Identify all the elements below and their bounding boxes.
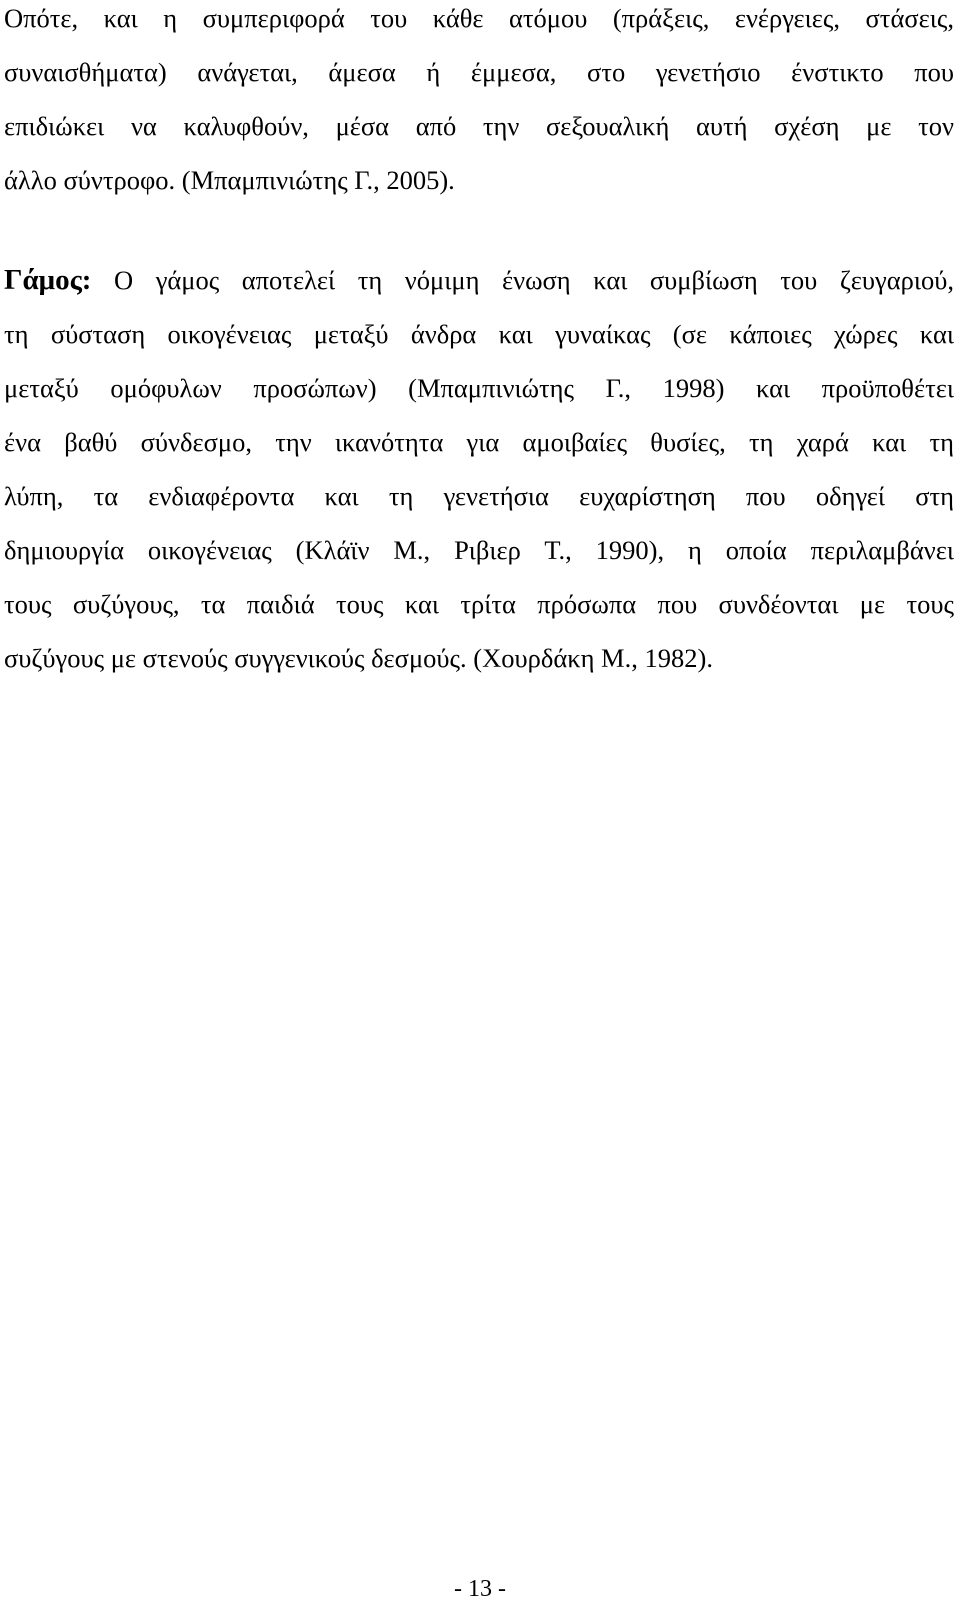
paragraph-line: Οπότε, και η συμπεριφορά του κάθε ατόμου (πράξεις, ενέργειες, στάσεις,: [4, 3, 954, 33]
paragraph-behavior: [4, 0, 954, 207]
paragraph-line: δημιουργία οικογένειας (Κλάϊν Μ., Ριβιερ Τ., 1990), η οποία περιλαμβάνει: [4, 535, 954, 565]
paragraph-marriage-definition: [4, 253, 954, 685]
page-number: - 13 -: [454, 1576, 506, 1602]
paragraph-line: λύπη, τα ενδιαφέροντα και τη γενετήσια ευχαρίστηση που οδηγεί στη: [4, 481, 954, 511]
paragraph-line: ένα βαθύ σύνδεσμο, την ικανότητα για αμοιβαίες θυσίες, τη χαρά και τη: [4, 427, 954, 457]
definition-text: Ο γάμος αποτελεί τη νόμιμη ένωση και συμβίωση του ζευγαριού,: [91, 265, 954, 295]
paragraph-line: τους συζύγους, τα παιδιά τους και τρίτα πρόσωπα που συνδέονται με τους: [4, 589, 954, 619]
paragraph-line: τη σύσταση οικογένειας μεταξύ άνδρα και γυναίκας (σε κάποιες χώρες και: [4, 319, 954, 349]
paragraph-line: συναισθήματα) ανάγεται, άμεσα ή έμμεσα, στο γενετήσιο ένστικτο που: [4, 57, 954, 87]
paragraph-line: επιδιώκει να καλυφθούν, μέσα από την σεξουαλική αυτή σχέση με τον: [4, 111, 954, 141]
paragraph-first-line: [4, 253, 954, 307]
paragraph-line: άλλο σύντροφο. (Μπαμπινιώτης Γ., 2005).: [4, 165, 455, 195]
paragraph-line: συζύγους με στενούς συγγενικούς δεσμούς. (Χουρδάκη Μ., 1982).: [4, 643, 713, 673]
defined-term: Γάμος:: [4, 264, 92, 296]
paragraph-line: μεταξύ ομόφυλων προσώπων) (Μπαμπινιώτης Γ., 1998) και προϋποθέτει: [4, 373, 954, 403]
